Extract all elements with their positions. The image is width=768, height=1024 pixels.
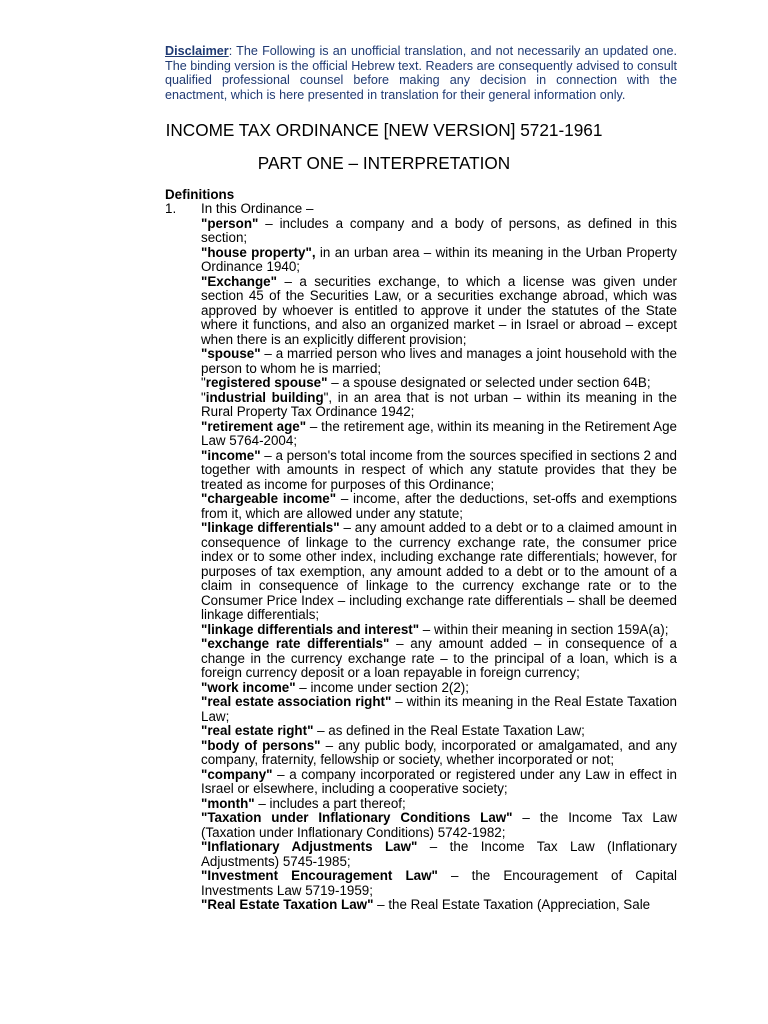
definition-term: "linkage differentials" bbox=[201, 520, 340, 535]
definition-term: industrial building bbox=[205, 389, 324, 405]
disclaimer-label: Disclaimer bbox=[165, 44, 229, 58]
definition-prefix: " bbox=[201, 389, 206, 405]
definition-text: – a person's total income from the sources specified in sections 2 and together with amounts in respect of which any statute provides that they be treated as income for purposes of this Ordinance; bbox=[201, 447, 677, 492]
definition-term: "company" bbox=[201, 766, 273, 782]
definition-text: – a company incorporated or registered under any Law in effect in Israel or elsewhere, including a cooperative society; bbox=[201, 766, 677, 796]
definition-entry bbox=[201, 623, 677, 638]
definition-term: "Real Estate Taxation Law" bbox=[201, 897, 374, 912]
definition-entry bbox=[201, 246, 677, 275]
definition-text: – the Encouragement of Capital Investments Law 5719-1959; bbox=[201, 868, 677, 898]
definition-entry bbox=[201, 420, 677, 449]
definition-text: – any amount added – in consequence of a change in the currency exchange rate – to the principal of a loan, which is a foreign currency deposit or a loan repayable in foreign currency; bbox=[201, 636, 677, 680]
definition-text: – income under section 2(2); bbox=[295, 679, 469, 695]
definition-text: – income, after the deductions, set-offs and exemptions from it, which are allowed under any statute; bbox=[201, 491, 677, 521]
definition-prefix: " bbox=[201, 375, 206, 390]
definition-term: "Inflationary Adjustments Law" bbox=[201, 839, 418, 854]
definition-entry bbox=[201, 492, 677, 521]
definition-term: "Investment Encouragement Law" bbox=[201, 868, 438, 883]
disclaimer-text: : The Following is an unofficial translation, and not necessarily an updated one. The binding version is the official Hebrew text. Readers are consequently advised to consult qualified professional counsel before making any decision in connection with the enactment, which is here presented in translation for their general information only. bbox=[165, 44, 677, 102]
definition-entry bbox=[201, 217, 677, 246]
definition-term: "body of persons" bbox=[201, 737, 321, 753]
definition-entry bbox=[201, 840, 677, 869]
definition-text: – the Real Estate Taxation (Appreciation, Sale bbox=[373, 897, 651, 912]
definition-entry bbox=[201, 275, 677, 348]
definitions-list bbox=[201, 217, 677, 913]
definition-term: "linkage differentials and interest" bbox=[201, 621, 420, 637]
section-number: 1. bbox=[165, 201, 177, 216]
definition-entry bbox=[201, 811, 677, 840]
definition-text: – the retirement age, within its meaning in the Retirement Age Law 5764-2004; bbox=[201, 418, 677, 448]
section-intro: In this Ordinance – bbox=[201, 201, 314, 216]
definition-text: – any amount added to a debt or to a claimed amount in consequence of linkage to the currency exchange rate, the consumer price index or to some other index, including exchange rate differentials; however, for purposes of tax exemption, any amount added to a debt or to the amount of a claim in consequence of linkage to the currency exchange rate or to the Consumer Price Index – including exchange rate differentials – shall be deemed linkage differentials; bbox=[201, 520, 677, 622]
definition-text: – a spouse designated or selected under section 64B; bbox=[327, 375, 651, 390]
definition-text: – within their meaning in section 159A(a); bbox=[419, 621, 669, 637]
definition-term: "work income" bbox=[201, 679, 296, 695]
definition-term: registered spouse" bbox=[205, 375, 328, 390]
definition-text: – includes a company and a body of persons, as defined in this section; bbox=[201, 215, 677, 245]
definition-entry bbox=[201, 347, 677, 376]
ordinance-title: INCOME TAX ORDINANCE [NEW VERSION] 5721-1961 bbox=[165, 120, 603, 140]
definition-term: "spouse" bbox=[201, 346, 261, 361]
definition-text: ", in an area that is not urban – within its meaning in the Rural Property Tax Ordinance 1942; bbox=[201, 389, 677, 419]
definition-term: "month" bbox=[201, 795, 255, 811]
definition-term: "person" bbox=[201, 215, 259, 231]
disclaimer bbox=[165, 44, 677, 102]
definition-term: "real estate right" bbox=[201, 723, 314, 738]
definition-entry bbox=[201, 695, 677, 724]
definition-text: – a married person who lives and manages a joint household with the person to whom he is married; bbox=[201, 346, 677, 376]
definition-entry bbox=[201, 637, 677, 681]
definition-term: "real estate association right" bbox=[201, 694, 392, 709]
definition-entry bbox=[201, 768, 677, 797]
definition-entry bbox=[201, 739, 677, 768]
definition-text: – the Income Tax Law (Inflationary Adjustments) 5745-1985; bbox=[201, 839, 677, 869]
definition-term: "Taxation under Inflationary Conditions Law" bbox=[201, 810, 513, 825]
definition-entry bbox=[201, 391, 677, 420]
definition-entry bbox=[201, 376, 677, 391]
definition-entry bbox=[201, 449, 677, 493]
definition-entry bbox=[201, 724, 677, 739]
definition-term: "retirement age" bbox=[201, 418, 307, 434]
definition-term: "exchange rate differentials" bbox=[201, 636, 390, 651]
part-title: PART ONE – INTERPRETATION bbox=[257, 153, 511, 173]
definition-text: – any public body, incorporated or amalgamated, and any company, fraternity, fellowship or society, whether incorporated or not; bbox=[201, 737, 678, 767]
definition-text: – as defined in the Real Estate Taxation Law; bbox=[313, 723, 585, 738]
definition-text: in an urban area – within its meaning in the Urban Property Ordinance 1940; bbox=[201, 244, 677, 274]
definition-text: – a securities exchange, to which a license was given under section 45 of the Securities Law, or a securities exchange abroad, which was approved by whoever is entitled to approve it under the statutes of the State where it functions, and also an organized market – in Israel or abroad – except when there is an explicitly different provision; bbox=[201, 273, 677, 347]
definition-entry bbox=[201, 797, 677, 812]
definition-term: "house property", bbox=[201, 244, 316, 260]
definition-entry bbox=[201, 521, 677, 623]
definition-text: – within its meaning in the Real Estate Taxation Law; bbox=[201, 694, 677, 724]
definition-term: "income" bbox=[201, 447, 261, 463]
definition-text: – includes a part thereof; bbox=[254, 795, 406, 811]
definition-entry bbox=[201, 869, 677, 898]
definition-term: "Exchange" bbox=[201, 273, 277, 289]
definition-entry bbox=[201, 681, 677, 696]
section-heading: Definitions bbox=[165, 187, 235, 202]
definition-text: – the Income Tax Law (Taxation under Inflationary Conditions) 5742-1982; bbox=[201, 810, 677, 840]
definition-entry bbox=[201, 898, 677, 913]
definition-term: "chargeable income" bbox=[201, 491, 337, 506]
